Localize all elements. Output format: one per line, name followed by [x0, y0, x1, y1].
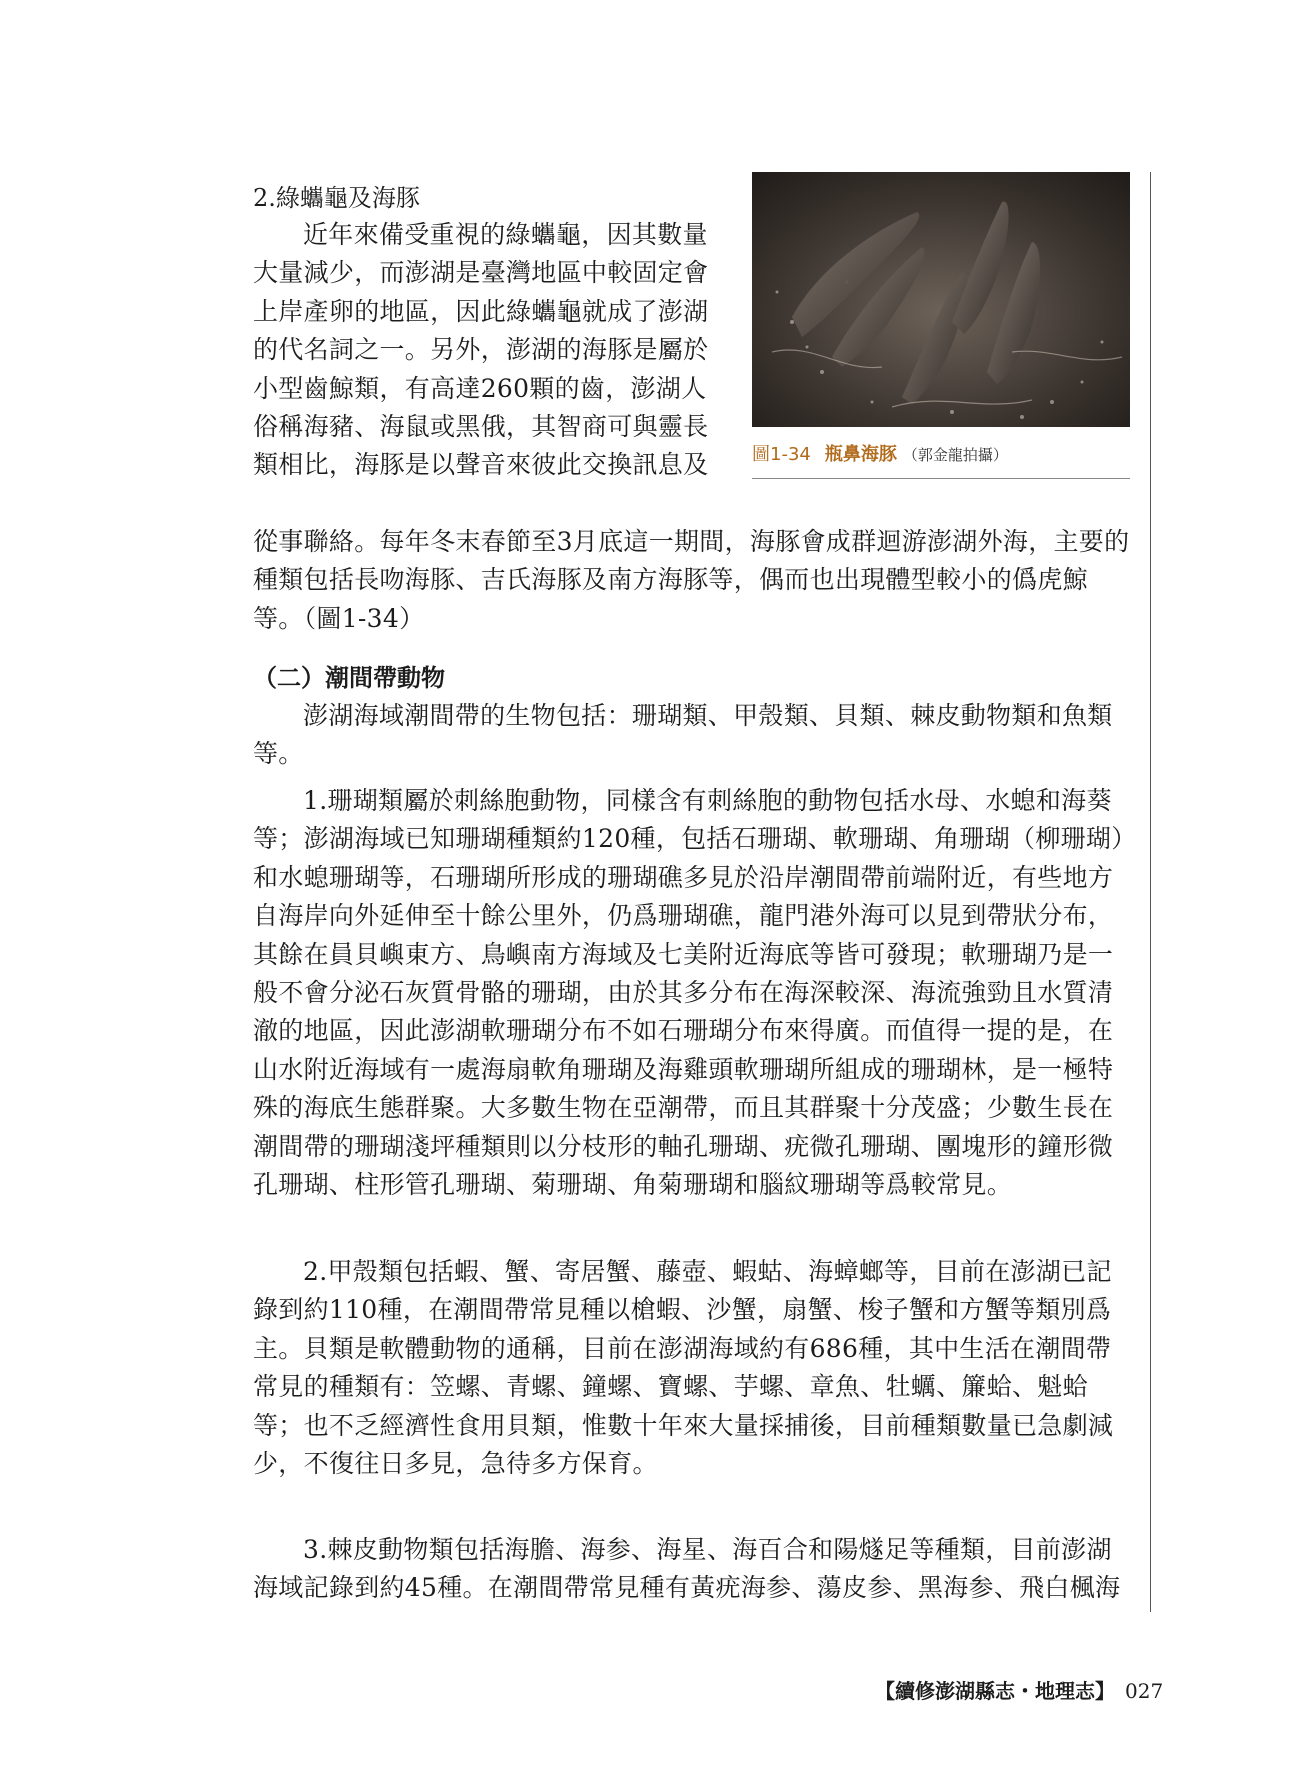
section-title-intertidal: （二）潮間帶動物: [253, 664, 445, 692]
figure-number: 圖1-34: [752, 444, 811, 465]
margin-rule: [1150, 172, 1151, 1612]
paragraph-text: 2.甲殼類包括蝦、蟹、寄居蟹、藤壺、蝦蛄、海蟑螂等，目前在澎湖已記錄到約110種，在潮間帶常見種以槍蝦、沙蟹，扇蟹、梭子蟹和方蟹等類別爲主。貝類是軟體動物的通稱，目前在澎湖海域約有686種，其中生活在潮間帶常見的種類有：笠螺、青螺、鐘螺、寶螺、芋螺、章魚、牡蠣、簾蛤、魁蛤等；也不乏經濟性食用貝類，惟數十年來大量採捕後，目前種類數量已急劇減少，不復往日多見，急待多方保育。: [253, 1257, 1114, 1479]
paragraph-echinoderm: [253, 1531, 1131, 1608]
paragraph-intertidal-intro: [253, 697, 1131, 774]
figure-title: 瓶鼻海豚: [824, 444, 897, 465]
figure-caption: [752, 440, 1008, 466]
paragraph-turtle-dolphin-continued: 從事聯絡。每年冬末春節至3月底這一期間，海豚會成群迴游澎湖外海，主要的種類包括長吻海豚、吉氏海豚及南方海豚等，偶而也出現體型較小的僞虎鯨等。（圖1-34）: [253, 527, 1130, 633]
paragraph-text: 近年來備受重視的綠蠵龜，因其數量大量減少，而澎湖是臺灣地區中較固定會上岸產卵的地區，因此綠蠵龜就成了澎湖的代名詞之一。另外，澎湖的海豚是屬於小型齒鯨類，有高達260顆的齒，澎湖人俗稱海豬、海鼠或黑俄，其智商可與靈長類相比，海豚是以聲音來彼此交換訊息及: [253, 220, 709, 480]
page-footer: [875, 1675, 1163, 1704]
subheading-green-turtle: 2.綠蠵龜及海豚: [253, 184, 420, 212]
paragraph-text: 3.棘皮動物類包括海膽、海参、海星、海百合和陽燧足等種類，目前澎湖海域記錄到約45種。在潮間帶常見種有黃疣海参、蕩皮参、黑海参、飛白楓海: [253, 1535, 1121, 1603]
paragraph-turtle-dolphin: [253, 216, 721, 485]
paragraph-text: 1.珊瑚類屬於刺絲胞動物，同樣含有刺絲胞的動物包括水母、水螅和海葵等；澎湖海域已知珊瑚種類約120種，包括石珊瑚、軟珊瑚、角珊瑚（柳珊瑚）和水螅珊瑚等，石珊瑚所形成的珊瑚礁多見於沿岸潮間帶前端附近，有些地方自海岸向外延伸至十餘公里外，仍爲珊瑚礁，龍門港外海可以見到帶狀分布，其餘在員貝嶼東方、鳥嶼南方海域及七美附近海底等皆可發現；軟珊瑚乃是一般不會分泌石灰質骨骼的珊瑚，由於其多分布在海深較深、海流強勁且水質清澈的地區，因此澎湖軟珊瑚分布不如石珊瑚分布來得廣。而值得一提的是，在山水附近海域有一處海扇軟角珊瑚及海雞頭軟珊瑚所組成的珊瑚林，是一極特殊的海底生態群聚。大多數生物在亞潮帶，而且其群聚十分茂盛；少數生長在潮間帶的珊瑚淺坪種類則以分枝形的軸孔珊瑚、疣微孔珊瑚、團塊形的鐘形微孔珊瑚、柱形管孔珊瑚、菊珊瑚、角菊珊瑚和腦紋珊瑚等爲較常見。: [253, 786, 1125, 1200]
paragraph-crustacean: [253, 1253, 1131, 1483]
paragraph-text: 澎湖海域潮間帶的生物包括：珊瑚類、甲殼類、貝類、棘皮動物類和魚類等。: [253, 701, 1113, 769]
paragraph-coral: [253, 782, 1131, 1204]
caption-divider: [752, 478, 1130, 479]
figure-credit: （郭金龍拍攝）: [902, 446, 1008, 464]
dolphin-photo: [752, 172, 1130, 427]
page-number: 027: [1125, 1679, 1164, 1703]
footer-book-title: 【續修澎湖縣志・地理志】: [875, 1679, 1115, 1703]
